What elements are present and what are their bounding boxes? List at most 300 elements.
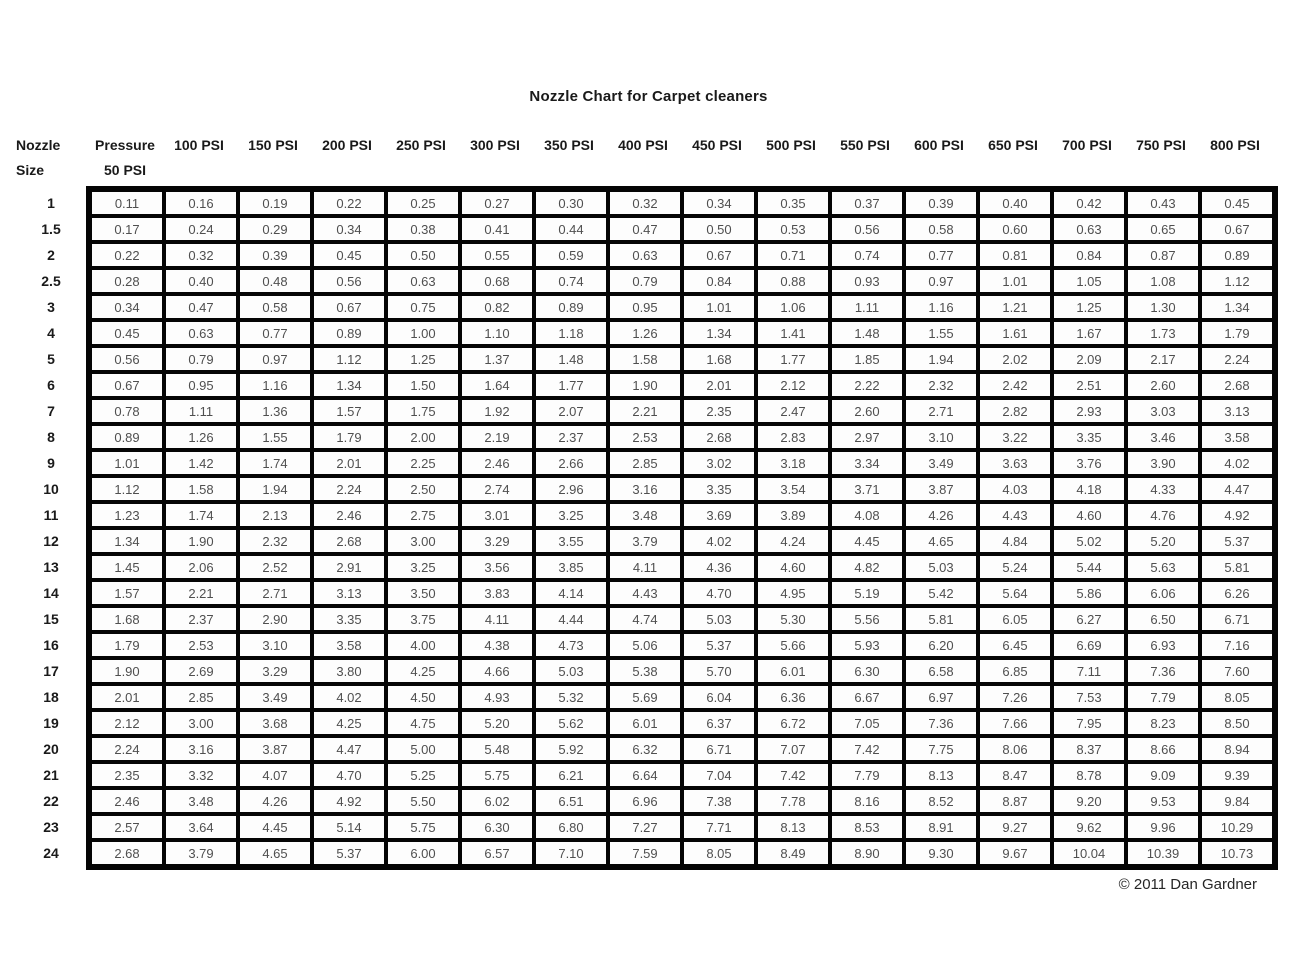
column-header-500-psi	[754, 133, 828, 183]
flow-value-cell: 1.12	[1202, 270, 1272, 292]
flow-value-cell: 6.30	[832, 660, 902, 682]
psi-label: 100 PSI	[174, 137, 224, 153]
flow-value-cell: 0.34	[92, 296, 162, 318]
flow-value-cell: 1.94	[906, 348, 976, 370]
flow-value-cell: 1.34	[92, 530, 162, 552]
flow-value-cell: 9.84	[1202, 790, 1272, 812]
flow-value-cell: 0.29	[240, 218, 310, 240]
flow-value-cell: 1.08	[1128, 270, 1198, 292]
flow-value-cell: 4.25	[314, 712, 384, 734]
flow-value-cell: 3.76	[1054, 452, 1124, 474]
column-header-100-psi	[162, 133, 236, 183]
flow-value-cell: 2.19	[462, 426, 532, 448]
column-header-150-psi	[236, 133, 310, 183]
psi-label: 800 PSI	[1210, 137, 1260, 153]
table-row	[92, 816, 1272, 838]
flow-value-cell: 1.68	[684, 348, 754, 370]
flow-value-cell: 0.27	[462, 192, 532, 214]
table-row	[92, 244, 1272, 266]
flow-value-cell: 3.25	[536, 504, 606, 526]
flow-value-cell: 0.89	[536, 296, 606, 318]
flow-value-cell: 0.77	[240, 322, 310, 344]
flow-value-cell: 4.60	[1054, 504, 1124, 526]
flow-value-cell: 7.71	[684, 816, 754, 838]
flow-value-cell: 0.56	[832, 218, 902, 240]
flow-value-cell: 5.14	[314, 816, 384, 838]
flow-value-cell: 1.58	[166, 478, 236, 500]
table-row	[92, 374, 1272, 396]
flow-value-cell: 5.37	[1202, 530, 1272, 552]
flow-value-cell: 1.48	[536, 348, 606, 370]
flow-value-cell: 6.96	[610, 790, 680, 812]
flow-value-cell: 0.48	[240, 270, 310, 292]
flow-value-cell: 10.04	[1054, 842, 1124, 864]
flow-value-cell: 3.35	[1054, 426, 1124, 448]
flow-value-cell: 2.02	[980, 348, 1050, 370]
flow-value-cell: 2.93	[1054, 400, 1124, 422]
flow-value-cell: 6.69	[1054, 634, 1124, 656]
flow-value-cell: 0.41	[462, 218, 532, 240]
nozzle-size-label: 12	[43, 533, 59, 549]
flow-value-cell: 0.24	[166, 218, 236, 240]
flow-value-cell: 2.74	[462, 478, 532, 500]
flow-value-cell: 8.90	[832, 842, 902, 864]
flow-value-cell: 2.25	[388, 452, 458, 474]
flow-value-cell: 2.60	[832, 400, 902, 422]
flow-value-cell: 6.36	[758, 686, 828, 708]
nozzle-size-label: 16	[43, 637, 59, 653]
flow-value-cell: 1.77	[758, 348, 828, 370]
flow-value-cell: 2.17	[1128, 348, 1198, 370]
flow-value-cell: 1.94	[240, 478, 310, 500]
flow-value-cell: 4.03	[980, 478, 1050, 500]
flow-value-cell: 6.64	[610, 764, 680, 786]
flow-value-cell: 1.67	[1054, 322, 1124, 344]
flow-value-cell: 4.82	[832, 556, 902, 578]
flow-value-cell: 1.34	[684, 322, 754, 344]
flow-value-cell: 3.58	[1202, 426, 1272, 448]
flow-value-cell: 2.96	[536, 478, 606, 500]
flow-value-cell: 5.93	[832, 634, 902, 656]
flow-value-cell: 0.67	[92, 374, 162, 396]
flow-value-cell: 3.85	[536, 556, 606, 578]
flow-value-cell: 4.25	[388, 660, 458, 682]
flow-value-cell: 5.00	[388, 738, 458, 760]
flow-value-cell: 3.13	[314, 582, 384, 604]
flow-value-cell: 0.47	[610, 218, 680, 240]
column-header-700-psi	[1050, 133, 1124, 183]
flow-value-cell: 0.60	[980, 218, 1050, 240]
table-row	[92, 270, 1272, 292]
flow-value-cell: 3.49	[906, 452, 976, 474]
psi-label: 450 PSI	[692, 137, 742, 153]
flow-value-cell: 3.00	[166, 712, 236, 734]
flow-value-cell: 1.79	[1202, 322, 1272, 344]
flow-value-cell: 8.47	[980, 764, 1050, 786]
flow-value-cell: 1.42	[166, 452, 236, 474]
table-row	[92, 322, 1272, 344]
flow-value-cell: 3.50	[388, 582, 458, 604]
flow-value-cell: 3.22	[980, 426, 1050, 448]
psi-label: 350 PSI	[544, 137, 594, 153]
flow-value-cell: 4.47	[314, 738, 384, 760]
flow-value-cell: 2.01	[314, 452, 384, 474]
flow-value-cell: 2.21	[166, 582, 236, 604]
flow-value-cell: 9.96	[1128, 816, 1198, 838]
flow-value-cell: 4.11	[462, 608, 532, 630]
flow-value-cell: 2.37	[536, 426, 606, 448]
flow-value-cell: 4.43	[980, 504, 1050, 526]
flow-value-cell: 1.45	[92, 556, 162, 578]
flow-value-cell: 8.16	[832, 790, 902, 812]
flow-value-cell: 0.84	[684, 270, 754, 292]
flow-value-cell: 5.03	[536, 660, 606, 682]
flow-value-cell: 1.26	[610, 322, 680, 344]
table-row	[92, 582, 1272, 604]
flow-value-cell: 3.29	[462, 530, 532, 552]
table-row	[92, 192, 1272, 214]
flow-value-cell: 7.11	[1054, 660, 1124, 682]
flow-value-cell: 9.62	[1054, 816, 1124, 838]
flow-value-cell: 0.63	[1054, 218, 1124, 240]
flow-value-cell: 0.89	[1202, 244, 1272, 266]
flow-value-cell: 7.27	[610, 816, 680, 838]
flow-value-cell: 1.74	[166, 504, 236, 526]
nozzle-size-label: 2	[47, 247, 55, 263]
flow-value-cell: 1.57	[314, 400, 384, 422]
flow-value-cell: 0.58	[240, 296, 310, 318]
flow-value-cell: 8.50	[1202, 712, 1272, 734]
flow-value-cell: 3.16	[166, 738, 236, 760]
flow-value-cell: 0.68	[462, 270, 532, 292]
flow-value-cell: 4.66	[462, 660, 532, 682]
flow-value-cell: 0.67	[684, 244, 754, 266]
flow-value-cell: 9.67	[980, 842, 1050, 864]
flow-value-cell: 0.77	[906, 244, 976, 266]
flow-value-cell: 4.08	[832, 504, 902, 526]
flow-value-cell: 1.00	[388, 322, 458, 344]
flow-value-cell: 1.05	[1054, 270, 1124, 292]
flow-value-cell: 1.50	[388, 374, 458, 396]
flow-value-cell: 0.71	[758, 244, 828, 266]
nozzle-size-label: 15	[43, 611, 59, 627]
flow-value-cell: 4.76	[1128, 504, 1198, 526]
flow-value-cell: 0.79	[166, 348, 236, 370]
flow-value-cell: 1.06	[758, 296, 828, 318]
flow-value-cell: 4.02	[684, 530, 754, 552]
flow-value-cell: 5.37	[314, 842, 384, 864]
column-header-350-psi	[532, 133, 606, 183]
flow-value-cell: 0.79	[610, 270, 680, 292]
flow-value-cell: 10.39	[1128, 842, 1198, 864]
flow-value-cell: 5.48	[462, 738, 532, 760]
row-axis-header	[16, 133, 86, 183]
flow-value-cell: 1.01	[92, 452, 162, 474]
column-header-550-psi	[828, 133, 902, 183]
flow-value-cell: 3.00	[388, 530, 458, 552]
table-row	[92, 452, 1272, 474]
flow-value-cell: 5.02	[1054, 530, 1124, 552]
flow-value-cell: 3.13	[1202, 400, 1272, 422]
flow-value-cell: 3.35	[314, 608, 384, 630]
column-header-400-psi	[606, 133, 680, 183]
flow-value-cell: 6.37	[684, 712, 754, 734]
nozzle-size-label: 1.5	[41, 221, 61, 237]
flow-value-cell: 0.45	[314, 244, 384, 266]
nozzle-size-label: 5	[47, 351, 55, 367]
flow-value-cell: 3.48	[166, 790, 236, 812]
flow-value-cell: 6.71	[684, 738, 754, 760]
flow-value-cell: 6.04	[684, 686, 754, 708]
table-row	[92, 660, 1272, 682]
flow-value-cell: 6.50	[1128, 608, 1198, 630]
row-axis-header-line1: Nozzle	[16, 137, 61, 153]
flow-value-cell: 2.68	[314, 530, 384, 552]
flow-value-cell: 3.79	[610, 530, 680, 552]
nozzle-size-label: 21	[43, 767, 59, 783]
table-row	[92, 296, 1272, 318]
flow-value-cell: 7.42	[758, 764, 828, 786]
flow-value-cell: 1.25	[388, 348, 458, 370]
flow-value-cell: 2.24	[92, 738, 162, 760]
flow-value-cell: 4.11	[610, 556, 680, 578]
flow-value-cell: 0.11	[92, 192, 162, 214]
flow-value-cell: 1.41	[758, 322, 828, 344]
flow-value-cell: 1.11	[166, 400, 236, 422]
flow-value-cell: 2.68	[684, 426, 754, 448]
table-row	[92, 790, 1272, 812]
flow-value-cell: 0.67	[314, 296, 384, 318]
flow-value-cell: 1.55	[906, 322, 976, 344]
flow-value-cell: 1.90	[610, 374, 680, 396]
flow-value-cell: 0.95	[610, 296, 680, 318]
flow-value-cell: 0.22	[92, 244, 162, 266]
nozzle-flow-table	[16, 186, 1281, 870]
flow-value-cell: 3.68	[240, 712, 310, 734]
psi-label: 750 PSI	[1136, 137, 1186, 153]
flow-value-cell: 6.21	[536, 764, 606, 786]
table-row	[92, 556, 1272, 578]
flow-value-cell: 7.78	[758, 790, 828, 812]
flow-value-cell: 3.69	[684, 504, 754, 526]
row-axis-header-line2: Size	[16, 162, 45, 178]
psi-label: 200 PSI	[322, 137, 372, 153]
flow-value-cell: 4.07	[240, 764, 310, 786]
flow-value-cell: 3.75	[388, 608, 458, 630]
flow-value-cell: 5.06	[610, 634, 680, 656]
flow-value-cell: 9.53	[1128, 790, 1198, 812]
flow-value-cell: 2.47	[758, 400, 828, 422]
flow-value-cell: 7.42	[832, 738, 902, 760]
flow-value-cell: 2.07	[536, 400, 606, 422]
flow-value-cell: 0.42	[1054, 192, 1124, 214]
flow-value-cell: 1.61	[980, 322, 1050, 344]
flow-value-cell: 5.19	[832, 582, 902, 604]
flow-value-cell: 2.53	[610, 426, 680, 448]
flow-value-cell: 6.30	[462, 816, 532, 838]
flow-value-cell: 2.71	[906, 400, 976, 422]
flow-value-cell: 0.78	[92, 400, 162, 422]
flow-value-cell: 4.50	[388, 686, 458, 708]
flow-value-cell: 0.63	[166, 322, 236, 344]
table-row	[92, 608, 1272, 630]
flow-value-cell: 5.32	[536, 686, 606, 708]
flow-value-cell: 2.12	[758, 374, 828, 396]
flow-value-cell: 0.39	[240, 244, 310, 266]
flow-value-cell: 5.81	[906, 608, 976, 630]
flow-value-cell: 7.07	[758, 738, 828, 760]
flow-value-cell: 7.05	[832, 712, 902, 734]
flow-value-cell: 3.25	[388, 556, 458, 578]
flow-value-cell: 9.27	[980, 816, 1050, 838]
flow-value-cell: 6.01	[610, 712, 680, 734]
flow-value-cell: 3.01	[462, 504, 532, 526]
table-row	[92, 764, 1272, 786]
flow-value-cell: 1.12	[314, 348, 384, 370]
flow-value-cell: 1.12	[92, 478, 162, 500]
flow-value-cell: 1.21	[980, 296, 1050, 318]
flow-value-cell: 7.10	[536, 842, 606, 864]
flow-value-cell: 3.63	[980, 452, 1050, 474]
column-header-600-psi	[902, 133, 976, 183]
flow-value-cell: 4.33	[1128, 478, 1198, 500]
flow-value-cell: 0.34	[314, 218, 384, 240]
flow-value-cell: 1.25	[1054, 296, 1124, 318]
flow-value-cell: 5.50	[388, 790, 458, 812]
flow-value-cell: 0.74	[832, 244, 902, 266]
flow-value-cell: 4.43	[610, 582, 680, 604]
table-row	[92, 738, 1272, 760]
nozzle-size-label: 20	[43, 741, 59, 757]
flow-value-cell: 2.06	[166, 556, 236, 578]
flow-rate-grid	[86, 186, 1278, 870]
flow-value-cell: 4.26	[906, 504, 976, 526]
flow-value-cell: 3.80	[314, 660, 384, 682]
nozzle-size-label: 10	[43, 481, 59, 497]
flow-value-cell: 6.02	[462, 790, 532, 812]
flow-value-cell: 1.26	[166, 426, 236, 448]
flow-value-cell: 6.20	[906, 634, 976, 656]
flow-value-cell: 5.62	[536, 712, 606, 734]
flow-value-cell: 7.79	[832, 764, 902, 786]
flow-value-cell: 1.77	[536, 374, 606, 396]
flow-value-cell: 0.40	[166, 270, 236, 292]
flow-value-cell: 5.03	[684, 608, 754, 630]
flow-value-cell: 8.06	[980, 738, 1050, 760]
flow-value-cell: 7.36	[906, 712, 976, 734]
flow-value-cell: 2.91	[314, 556, 384, 578]
flow-value-cell: 0.63	[610, 244, 680, 266]
flow-value-cell: 0.22	[314, 192, 384, 214]
flow-rate-grid-body	[92, 192, 1272, 864]
flow-value-cell: 5.75	[462, 764, 532, 786]
flow-value-cell: 8.66	[1128, 738, 1198, 760]
flow-value-cell: 6.72	[758, 712, 828, 734]
flow-value-cell: 1.37	[462, 348, 532, 370]
flow-value-cell: 2.21	[610, 400, 680, 422]
flow-value-cell: 0.84	[1054, 244, 1124, 266]
flow-value-cell: 2.50	[388, 478, 458, 500]
flow-value-cell: 2.32	[906, 374, 976, 396]
flow-value-cell: 8.91	[906, 816, 976, 838]
flow-value-cell: 0.44	[536, 218, 606, 240]
flow-value-cell: 4.75	[388, 712, 458, 734]
flow-value-cell: 9.20	[1054, 790, 1124, 812]
column-header-800-psi	[1198, 133, 1272, 183]
flow-value-cell: 8.52	[906, 790, 976, 812]
flow-value-cell: 7.95	[1054, 712, 1124, 734]
flow-value-cell: 1.85	[832, 348, 902, 370]
flow-value-cell: 7.16	[1202, 634, 1272, 656]
flow-value-cell: 0.34	[684, 192, 754, 214]
flow-value-cell: 0.38	[388, 218, 458, 240]
flow-value-cell: 3.10	[906, 426, 976, 448]
flow-value-cell: 1.34	[314, 374, 384, 396]
flow-value-cell: 5.44	[1054, 556, 1124, 578]
flow-value-cell: 3.87	[240, 738, 310, 760]
flow-value-cell: 8.37	[1054, 738, 1124, 760]
flow-value-cell: 3.56	[462, 556, 532, 578]
flow-value-cell: 2.22	[832, 374, 902, 396]
flow-value-cell: 2.68	[1202, 374, 1272, 396]
flow-value-cell: 2.35	[92, 764, 162, 786]
flow-value-cell: 4.65	[906, 530, 976, 552]
flow-value-cell: 0.53	[758, 218, 828, 240]
flow-value-cell: 0.95	[166, 374, 236, 396]
flow-value-cell: 1.30	[1128, 296, 1198, 318]
nozzle-size-label: 1	[47, 195, 55, 211]
flow-value-cell: 0.58	[906, 218, 976, 240]
flow-value-cell: 1.11	[832, 296, 902, 318]
flow-value-cell: 7.36	[1128, 660, 1198, 682]
flow-value-cell: 0.25	[388, 192, 458, 214]
flow-value-cell: 3.49	[240, 686, 310, 708]
flow-value-cell: 6.01	[758, 660, 828, 682]
table-header-row	[16, 133, 1281, 183]
flow-value-cell: 6.51	[536, 790, 606, 812]
psi-label: 650 PSI	[988, 137, 1038, 153]
flow-value-cell: 6.26	[1202, 582, 1272, 604]
flow-value-cell: 3.46	[1128, 426, 1198, 448]
flow-value-cell: 4.74	[610, 608, 680, 630]
flow-value-cell: 3.48	[610, 504, 680, 526]
flow-value-cell: 7.04	[684, 764, 754, 786]
flow-value-cell: 4.02	[314, 686, 384, 708]
nozzle-size-label: 17	[43, 663, 59, 679]
flow-value-cell: 0.93	[832, 270, 902, 292]
flow-value-cell: 4.93	[462, 686, 532, 708]
flow-value-cell: 7.79	[1128, 686, 1198, 708]
flow-value-cell: 7.66	[980, 712, 1050, 734]
flow-value-cell: 0.59	[536, 244, 606, 266]
flow-value-cell: 5.20	[1128, 530, 1198, 552]
flow-value-cell: 0.35	[758, 192, 828, 214]
flow-value-cell: 3.58	[314, 634, 384, 656]
flow-value-cell: 0.89	[92, 426, 162, 448]
flow-value-cell: 8.13	[906, 764, 976, 786]
flow-value-cell: 2.01	[92, 686, 162, 708]
flow-value-cell: 4.92	[1202, 504, 1272, 526]
flow-value-cell: 0.89	[314, 322, 384, 344]
nozzle-size-label: 19	[43, 715, 59, 731]
flow-value-cell: 2.53	[166, 634, 236, 656]
column-header-250-psi	[384, 133, 458, 183]
flow-value-cell: 2.13	[240, 504, 310, 526]
flow-value-cell: 1.18	[536, 322, 606, 344]
flow-value-cell: 1.73	[1128, 322, 1198, 344]
flow-value-cell: 0.32	[166, 244, 236, 266]
nozzle-size-label: 22	[43, 793, 59, 809]
